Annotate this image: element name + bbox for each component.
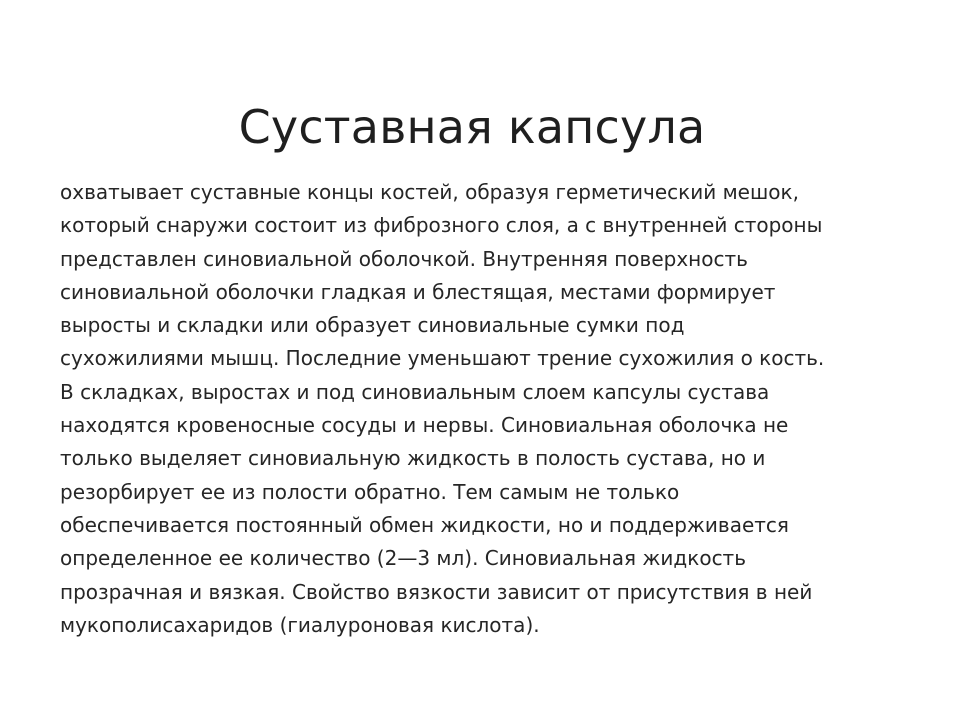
body-line: мукополисахаридов (гиалуроновая кислота). <box>60 612 540 637</box>
body-line: охватывает суставные концы костей, образуя герметический мешок, <box>60 180 799 204</box>
body-line: который снаружи состоит из фиброзного слоя, а с внутренней стороны <box>60 213 823 238</box>
body-line: только выделяет синовиальную жидкость в полость сустава, но и <box>60 446 766 471</box>
body-line: находятся кровеносные сосуды и нервы. Синовиальная оболочка не <box>60 413 789 438</box>
body-line: резорбирует ее из полости обратно. Тем самым не только <box>60 479 680 504</box>
body-line: выросты и складки или образует синовиальные сумки под <box>60 313 685 338</box>
body-line: синовиальной оболочки гладкая и блестящая, местами формирует <box>60 279 776 304</box>
slide-title: Суставная капсула <box>238 99 706 154</box>
body-line: определенное ее количество (2—3 мл). Синовиальная жидкость <box>60 546 746 571</box>
body-line: сухожилиями мышц. Последние уменьшают трение сухожилия о кость. <box>60 346 825 371</box>
body-line: прозрачная и вязкая. Свойство вязкости зависит от присутствия в ней <box>60 579 813 604</box>
slide-body-text <box>60 176 910 642</box>
body-line: В складках, выростах и под синовиальным слоем капсулы сустава <box>60 379 770 404</box>
body-line: представлен синовиальной оболочкой. Внутренняя поверхность <box>60 246 748 271</box>
body-line: обеспечивается постоянный обмен жидкости, но и поддерживается <box>60 512 789 537</box>
